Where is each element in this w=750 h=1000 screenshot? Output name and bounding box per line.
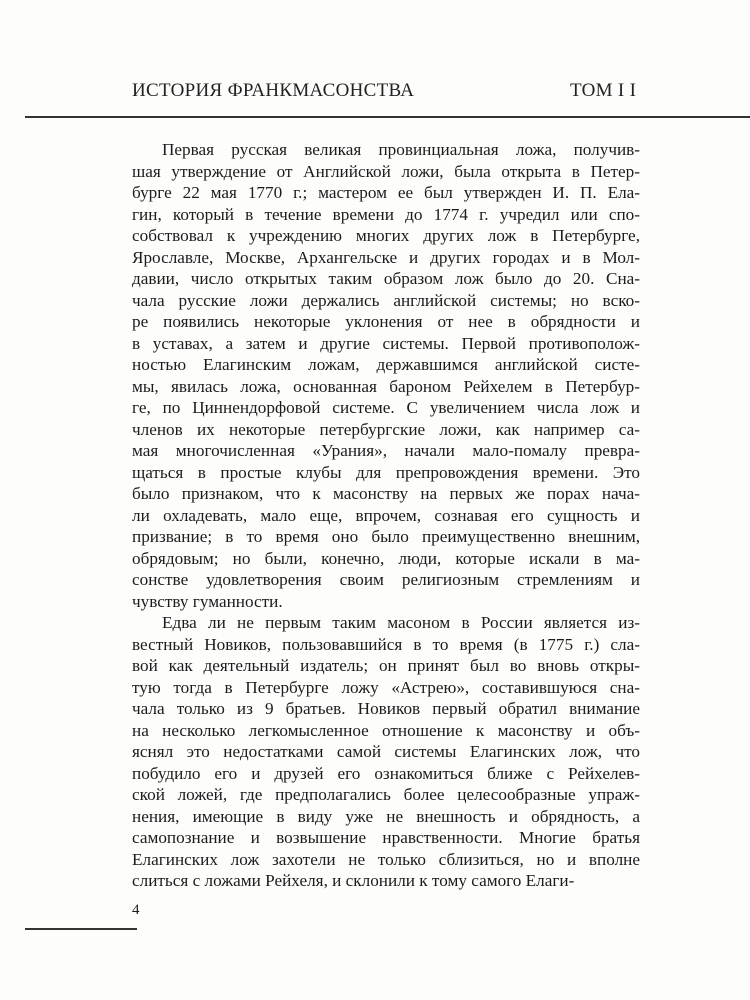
header-rule bbox=[25, 116, 750, 118]
text-line: бурге 22 мая 1770 г.; мастером ее был утвержден И. П. Ела- bbox=[132, 183, 640, 202]
text-line: чала только из 9 братьев. Новиков первый обратил внимание bbox=[132, 699, 640, 718]
running-header-title: ИСТОРИЯ ФРАНКМАСОНСТВА bbox=[132, 80, 415, 101]
text-line: Елагинских лож захотели не только сблизиться, но и вполне bbox=[132, 849, 640, 869]
text-line: Первая русская великая провинциальная ложа, получив- bbox=[162, 140, 640, 159]
text-line: вестный Новиков, пользовавшийся в то время (в 1775 г.) сла- bbox=[132, 634, 640, 654]
text-line: нения, имеющие в виду уже не внешность и обрядность, а bbox=[132, 806, 640, 826]
text-line: щаться в простые клубы для препровождения времени. Это bbox=[132, 462, 640, 482]
text-line: сонстве удовлетворения своим религиозным стремлениям и bbox=[132, 570, 640, 589]
text-line: гин, который в течение времени до 1774 г. учредил или спо- bbox=[132, 204, 640, 224]
paragraph bbox=[132, 612, 640, 892]
text-line: ской ложей, где предполагались более целесообразные упраж- bbox=[132, 785, 640, 804]
running-header-volume: ТОМ I I bbox=[570, 80, 637, 101]
body-text bbox=[132, 139, 640, 892]
text-line: мая многочисленная «Урания», начали мало-помалу превра- bbox=[132, 441, 640, 460]
text-line: ли охладевать, мало еще, впрочем, сознавая его сущность и bbox=[132, 505, 640, 525]
text-line: Едва ли не первым таким масоном в России является из- bbox=[162, 613, 640, 632]
text-line: на несколько легкомысленное отношение к масонству и объ- bbox=[132, 720, 640, 740]
text-line: в уставах, а затем и другие системы. Первой противополож- bbox=[132, 333, 640, 353]
text-line: ре появились некоторые уклонения от нее в обрядности и bbox=[132, 312, 640, 331]
text-line: было признаком, что к масонству на первых же порах нача- bbox=[132, 484, 640, 503]
text-line: ге, по Циннендорфовой системе. С увеличением числа лож и bbox=[132, 398, 640, 417]
text-line: давии, число открытых таким образом лож было до 20. Сна- bbox=[132, 269, 640, 288]
text-line: шая утверждение от Английской ложи, была открыта в Петер- bbox=[132, 161, 640, 181]
text-line: собствовал к учреждению многих других лож в Петербурге, bbox=[132, 226, 640, 245]
text-line: мы, явилась ложа, основанная бароном Рейхелем в Петербур- bbox=[132, 376, 640, 396]
text-line: обрядовым; но были, конечно, люди, которые искали в ма- bbox=[132, 548, 640, 568]
text-line: Ярославле, Москве, Архангельске и других городах и в Мол- bbox=[132, 247, 640, 267]
text-line: яснял это недостатками самой системы Елагинских лож, что bbox=[132, 742, 640, 761]
text-line: вой как деятельный издатель; он принят был во вновь откры- bbox=[132, 656, 640, 675]
text-line: чала русские ложи держались английской системы; но вско- bbox=[132, 290, 640, 310]
text-line: членов их некоторые петербургские ложи, как например са- bbox=[132, 419, 640, 439]
text-line: тую тогда в Петербурге ложу «Астрею», составившуюся сна- bbox=[132, 677, 640, 697]
text-line: самопознание и возвышение нравственности. Многие братья bbox=[132, 828, 640, 847]
text-line: чувству гуманности. bbox=[132, 591, 283, 611]
text-line: побудило его и друзей его ознакомиться ближе с Рейхелев- bbox=[132, 763, 640, 783]
page-number: 4 bbox=[132, 902, 140, 918]
text-line: ностью Елагинским ложам, державшимся английской систе- bbox=[132, 355, 640, 374]
text-line: призвание; в то время оно было преимущественно внешним, bbox=[132, 527, 640, 546]
footer-rule bbox=[25, 928, 137, 930]
text-line: слиться с ложами Рейхеля, и склонили к тому самого Елаги- bbox=[132, 871, 575, 890]
paragraph bbox=[132, 139, 640, 612]
